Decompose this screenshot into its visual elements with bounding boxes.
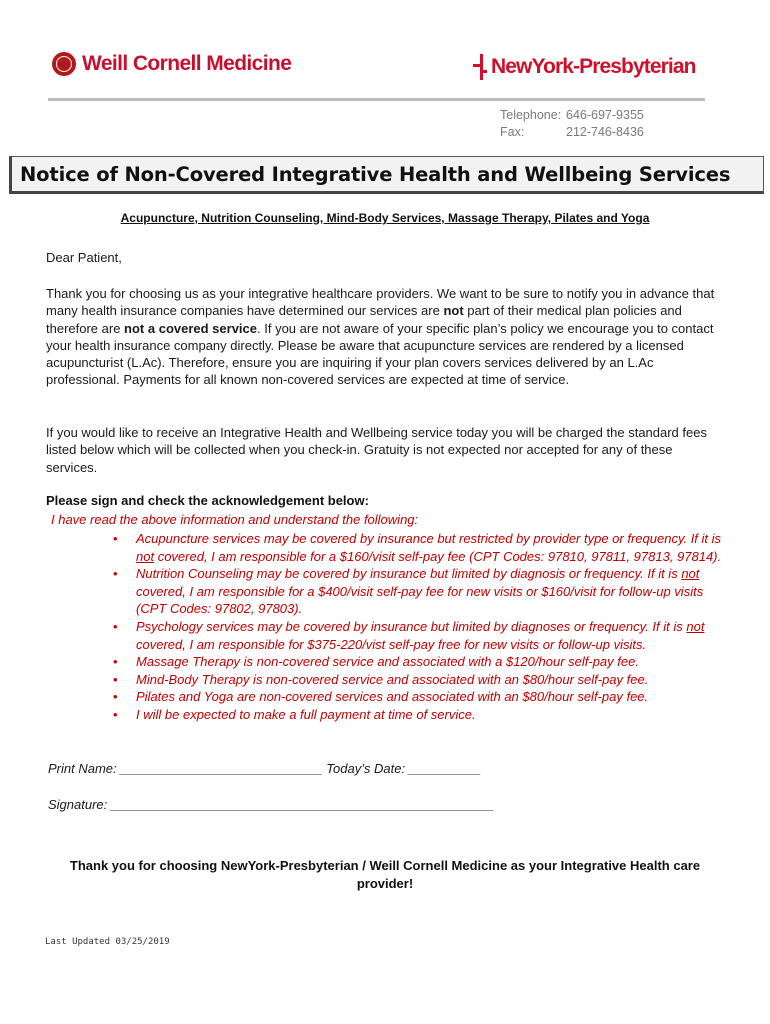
acknowledgement-text: Massage Therapy is non-covered service and associated with a $120/hour self-pay fee.	[136, 654, 639, 670]
acknowledgement-text-cont: covered, I am responsible for a $160/visit self-pay fee (CPT Codes: 97810, 97811, 97813, 97814).	[154, 548, 722, 564]
title-box	[9, 156, 764, 194]
header-divider	[48, 98, 705, 101]
closing-message	[0, 857, 770, 893]
acknowledgement-text: Nutrition Counseling may be covered by insurance but limited by diagnosis or frequency. If it is	[136, 566, 682, 582]
telephone-row	[500, 107, 644, 124]
intro-emphasis-not: not	[443, 303, 464, 319]
fax-value: 212-746-8436	[566, 125, 644, 139]
closing-line-2: provider!	[356, 876, 414, 891]
telephone-value: 646-697-9355	[566, 108, 644, 122]
acknowledgement-text-cont: covered, I am responsible for $375-220/vist self-pay free for new visits or follow-up visits.	[136, 636, 647, 652]
newyork-presbyterian-logo-text: NewYork-Presbyterian	[491, 55, 696, 78]
acknowledgement-text: Acupuncture services may be covered by insurance but restricted by provider type or frequency. If it is	[136, 531, 722, 546]
fax-label: Fax:	[500, 125, 525, 139]
fax-row	[500, 124, 644, 141]
signature-field[interactable]: Signature: _____________________________________________________	[48, 797, 495, 812]
acknowledgement-text: Mind-Body Therapy is non-covered service and associated with an $80/hour self-pay fee.	[136, 671, 649, 687]
acknowledgement-item	[107, 653, 727, 671]
bullet-icon: •	[113, 531, 118, 546]
acknowledgement-item	[107, 706, 727, 724]
weill-cornell-logo	[52, 52, 291, 76]
acknowledgement-item	[107, 530, 727, 565]
intro-paragraph	[46, 285, 726, 389]
intro-emphasis-not-covered: not a covered service	[124, 320, 258, 336]
intro-text-3: . If you are not aware of your specific plan’s policy we encourage you to contact your health insurance company directly. Please be aware that acupuncture services are rendered by a licensed acupuncturist (L.Ac). Therefore, ensure you are inquiring if your plan covers services delivered by an L.Ac professional. Payments for all known non-covered services are expected at time of service.	[46, 320, 714, 388]
fees-paragraph: If you would like to receive an Integrative Health and Wellbeing service today you will be charged the standard fees listed below which will be collected when you check-in. Gratuity is not expected nor accepted for any of these services.	[46, 425, 707, 475]
acknowledgement-text: Psychology services may be covered by insurance but limited by diagnoses or frequency. If it is	[136, 618, 687, 634]
acknowledgement-emphasis-not: not	[681, 566, 700, 582]
acknowledgement-intro: I have read the above information and understand the following:	[51, 512, 419, 527]
weill-cornell-seal-icon	[52, 52, 76, 76]
newyork-presbyterian-logo	[473, 54, 696, 80]
weill-cornell-logo-text: Weill Cornell Medicine	[82, 52, 292, 75]
closing-line-1: Thank you for choosing NewYork-Presbyterian / Weill Cornell Medicine as your Integrative Health care	[69, 858, 701, 873]
document-title: Notice of Non-Covered Integrative Health and Wellbeing Services	[20, 162, 731, 186]
contact-info	[500, 107, 644, 141]
acknowledgement-text: Pilates and Yoga are non-covered services and associated with an $80/hour self-pay fee.	[136, 689, 649, 705]
telephone-label: Telephone:	[500, 108, 562, 122]
acknowledgement-item	[107, 671, 727, 689]
acknowledgement-item	[107, 618, 727, 653]
acknowledgement-emphasis-not: not	[136, 548, 155, 564]
nyp-mark-icon	[473, 54, 487, 80]
bullet-icon: •	[113, 618, 118, 634]
bullet-icon: •	[113, 566, 118, 582]
intro-text-1: Thank you for choosing us as your integrative healthcare providers. We want to be sure to notify you in advance that many health insurance companies have determined our services are	[46, 286, 715, 319]
acknowledgement-text-cont: covered, I am responsible for a $400/visit self-pay fee for new visits or $160/visit for follow-up visits (CPT Codes: 97802, 97803).	[136, 583, 704, 617]
bullet-icon: •	[113, 654, 118, 670]
greeting: Dear Patient,	[46, 250, 122, 265]
acknowledgement-text: I will be expected to make a full payment at time of service.	[136, 706, 476, 722]
acknowledgement-item	[107, 688, 727, 706]
print-name-and-date-field[interactable]: Print Name: ____________________________ Today’s Date: __________	[48, 761, 481, 776]
services-subtitle: Acupuncture, Nutrition Counseling, Mind-Body Services, Massage Therapy, Pilates and Yoga	[120, 211, 650, 225]
acknowledgement-emphasis-not: not	[686, 618, 705, 634]
intro-text-2: part of their medical plan policies and therefore are	[46, 303, 682, 336]
bullet-icon: •	[113, 671, 118, 687]
acknowledgement-list	[107, 530, 727, 724]
bullet-icon: •	[113, 706, 118, 722]
bullet-icon: •	[113, 689, 118, 705]
acknowledgement-item	[107, 565, 727, 618]
last-updated-note: Last Updated 03/25/2019	[45, 937, 170, 947]
acknowledgement-heading: Please sign and check the acknowledgement below:	[46, 493, 369, 508]
